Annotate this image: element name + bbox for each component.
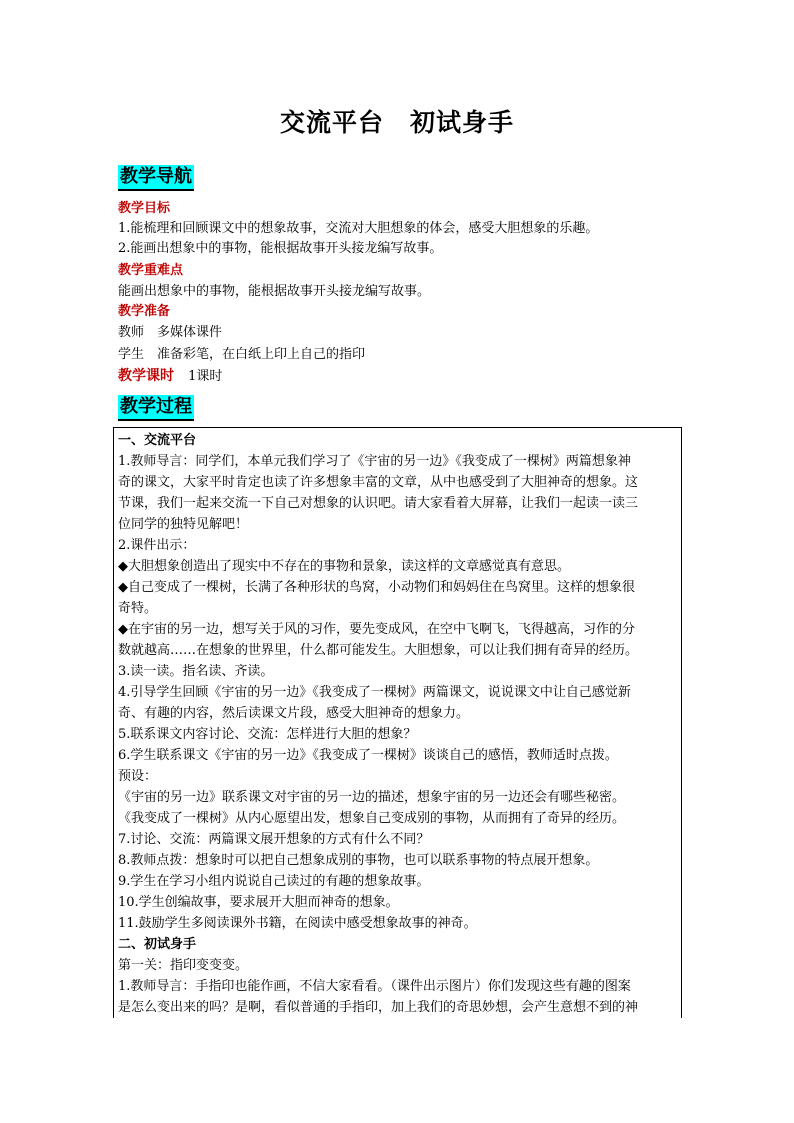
- process-line: 2.课件出示：: [118, 538, 196, 553]
- process-line: 一、交流平台: [118, 433, 197, 448]
- process-line: ◆在宇宙的另一边，想写关于风的习作，要先变成风，在空中飞啊飞，飞得越高，习作的分: [118, 622, 635, 637]
- process-line: 节课，我们一起来交流一下自己对想象的认识吧。请大家看着大屏幕，让我们一起读一读三: [118, 496, 639, 511]
- process-line: 是怎么变出来的吗？是啊，看似普通的手指印，加上我们的奇思妙想，会产生意想不到的神: [118, 1000, 639, 1015]
- process-line: 二、初试身手: [118, 937, 197, 952]
- section-heading-navigation: 教学导航: [118, 165, 194, 191]
- process-line: 1.教师导言：同学们，本单元我们学习了《宇宙的另一边》《我变成了一棵树》两篇想象神: [118, 454, 631, 469]
- process-line: 《我变成了一棵树》从内心愿望出发，想象自己变成别的事物，从而拥有了奇异的经历。: [118, 811, 626, 826]
- hours-value: 1课时: [188, 369, 223, 384]
- process-line: ◆大胆想象创造出了现实中不存在的事物和景象，读这样的文章感觉真有意思。: [118, 559, 570, 574]
- goal-line: 1.能梳理和回顾课文中的想象故事，交流对大胆想象的体会，感受大胆想象的乐趣。: [118, 221, 599, 236]
- process-line: 位同学的独特见解吧！: [118, 517, 249, 532]
- prep-teacher: 教师 多媒体课件: [118, 325, 223, 340]
- hours-heading: 教学课时: [118, 368, 174, 384]
- process-line: 9.学生在学习小组内说说自己读过的有趣的想象故事。: [118, 874, 430, 889]
- key-text: 能画出想象中的事物，能根据故事开头接龙编写故事。: [118, 284, 431, 299]
- process-line: 3.读一读。指名读、齐读。: [118, 664, 274, 679]
- process-line: 11.鼓励学生多阅读课外书籍，在阅读中感受想象故事的神奇。: [118, 916, 477, 931]
- process-line: 6.学生联系课文《宇宙的另一边》《我变成了一棵树》谈谈自己的感悟，教师适时点拨。: [118, 748, 618, 763]
- process-line: 7.讨论、交流：两篇课文展开想象的方式有什么不同？: [118, 832, 430, 847]
- section-heading-process: 教学过程: [118, 395, 194, 421]
- process-line: 奇的课文，大家平时肯定也读了许多想象丰富的文章，从中也感受到了大胆神奇的想象。这: [118, 475, 639, 490]
- page-title: 交流平台 初试身手: [279, 108, 514, 137]
- goal-heading: 教学目标: [118, 201, 171, 216]
- process-line: 8.教师点拨：想象时可以把自己想象成别的事物，也可以联系事物的特点展开想象。: [118, 853, 599, 868]
- process-line: 奇、有趣的内容，然后读课文片段，感受大胆神奇的想象力。: [118, 706, 470, 721]
- process-line: 10.学生创编故事，要求展开大胆而神奇的想象。: [118, 895, 399, 910]
- process-line: 奇特。: [118, 601, 158, 616]
- process-line: 1.教师导言：手指印也能作画，不信大家看看。（课件出示图片）你们发现这些有趣的图案: [118, 979, 631, 994]
- process-line: 5.联系课文内容讨论、交流：怎样进行大胆的想象？: [118, 727, 417, 742]
- prep-heading: 教学准备: [118, 304, 171, 319]
- prep-student: 学生 准备彩笔，在白纸上印上自己的指印: [118, 347, 366, 362]
- process-line: ◆自己变成了一棵树，长满了各种形状的鸟窝，小动物们和妈妈住在鸟窝里。这样的想象很: [118, 580, 635, 595]
- process-line: 《宇宙的另一边》联系课文对宇宙的另一边的描述，想象宇宙的另一边还会有哪些秘密。: [118, 790, 626, 805]
- goal-line: 2.能画出想象中的事物，能根据故事开头接龙编写故事。: [118, 241, 443, 256]
- process-line: 4.引导学生回顾《宇宙的另一边》《我变成了一棵树》两篇课文，说说课文中让自己感觉新: [118, 685, 631, 700]
- process-line: 第一关：指印变变变。: [118, 958, 249, 973]
- key-heading: 教学重难点: [118, 263, 184, 278]
- process-line: 数就越高……在想象的世界里，什么都可能发生。大胆想象，可以让我们拥有奇异的经历。: [118, 643, 639, 658]
- hours-row: [118, 366, 222, 387]
- process-line: 预设：: [118, 769, 158, 784]
